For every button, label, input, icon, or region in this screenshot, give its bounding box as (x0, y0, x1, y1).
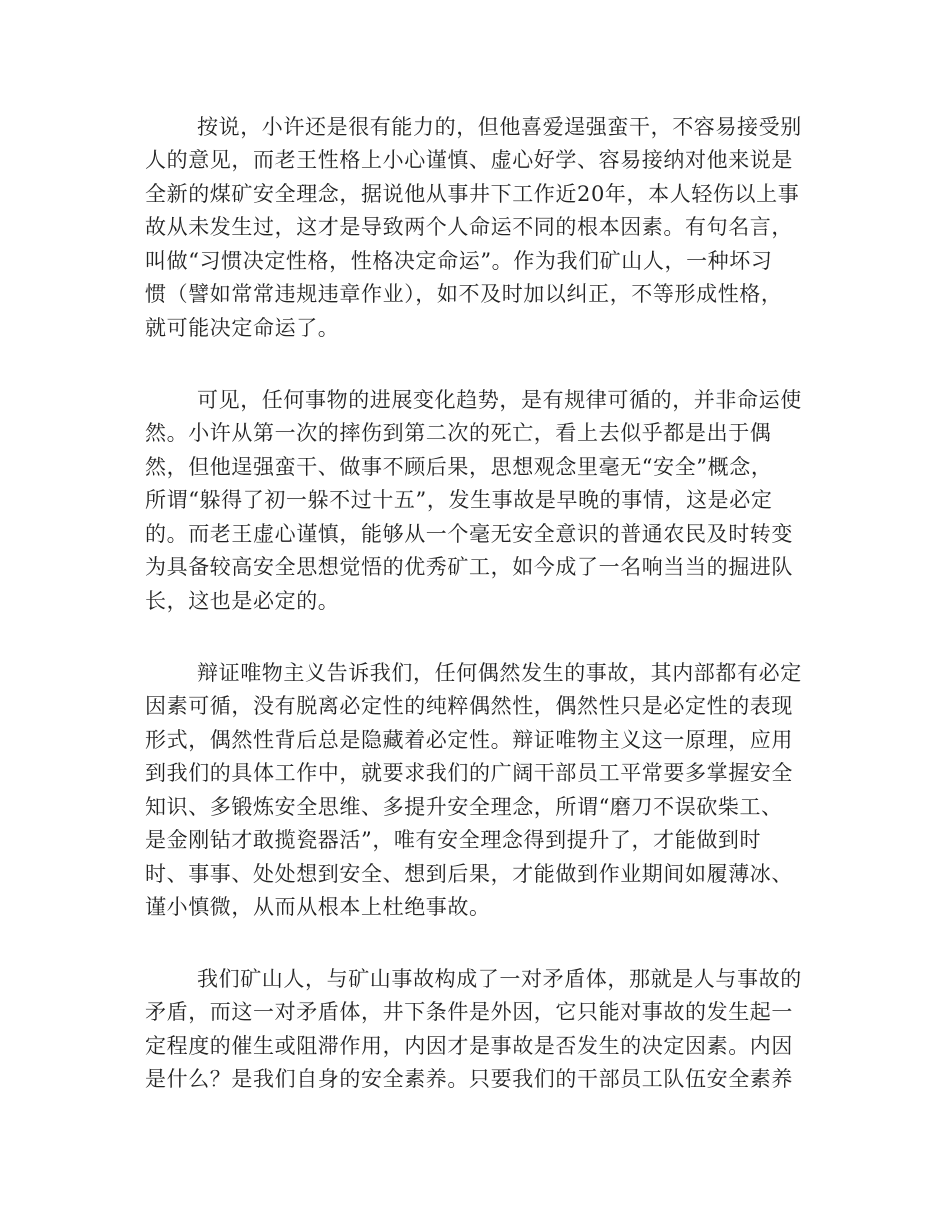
text-line: 惯（譬如常常违规违章作业），如不及时加以纠正，不等形成性格， (145, 282, 783, 306)
text-line: 长，这也是必定的。 (145, 589, 340, 613)
text-line: 是什么？是我们自身的安全素养。只要我们的干部员工队伍安全素养 (145, 1067, 793, 1091)
text-line: 就可能决定命运了。 (145, 316, 340, 340)
text-line: 然。小许从第一次的摔伤到第二次的死亡，看上去似乎都是出于偶 (145, 421, 772, 445)
text-line: 为具备较高安全思想觉悟的优秀矿工，如今成了一名响当当的掘进队 (145, 555, 793, 579)
text-line: 然，但他逞强蛮干、做事不顾后果，思想观念里毫无“安全”概念， (145, 455, 773, 479)
text-line: 所谓“躲得了初一躲不过十五”，发生事故是早晚的事情，这是必定 (145, 488, 773, 512)
text-line: 知识、多锻炼安全思维、多提升安全理念，所谓“磨刀不误砍柴工、 (145, 795, 783, 819)
text-line: 全新的煤矿安全理念，据说他从事井下工作近20年，本人轻伤以上事 (145, 182, 800, 206)
text-line: 辩证唯物主义告诉我们，任何偶然发生的事故，其内部都有必定 (197, 661, 802, 685)
text-line: 可见，任何事物的进展变化趋势，是有规律可循的，并非命运使 (197, 388, 802, 412)
text-line: 到我们的具体工作中，就要求我们的广阔干部员工平常要多掌握安全 (145, 761, 793, 785)
text-line: 矛盾，而这一对矛盾体，井下条件是外因，它只能对事故的发生起一 (145, 1000, 793, 1024)
text-line: 谨小慎微，从而从根本上杜绝事故。 (145, 895, 491, 919)
text-line: 定程度的催生或阻滞作用，内因才是事故是否发生的决定因素。内因 (145, 1034, 793, 1058)
text-line: 时、事事、处处想到安全、想到后果，才能做到作业期间如履薄冰、 (145, 862, 793, 886)
text-line: 形式，偶然性背后总是隐藏着必定性。辩证唯物主义这一原理，应用 (145, 728, 793, 752)
text-line: 是金刚钻才敢揽瓷器活”，唯有安全理念得到提升了，才能做到时 (145, 828, 762, 852)
text-line: 叫做“习惯决定性格，性格决定命运”。作为我们矿山人，一种坏习 (145, 249, 773, 273)
text-line: 按说，小许还是很有能力的，但他喜爱逞强蛮干，不容易接受别 (197, 115, 802, 139)
text-line: 故从未发生过，这才是导致两个人命运不同的根本因素。有句名言， (145, 215, 793, 239)
text-line: 因素可循，没有脱离必定性的纯粹偶然性，偶然性只是必定性的表现 (145, 694, 793, 718)
text-line: 我们矿山人，与矿山事故构成了一对矛盾体，那就是人与事故的 (197, 967, 802, 991)
text-line: 的。而老王虚心谨慎，能够从一个毫无安全意识的普通农民及时转变 (145, 522, 793, 546)
text-line: 人的意见，而老王性格上小心谨慎、虚心好学、容易接纳对他来说是 (145, 148, 793, 172)
